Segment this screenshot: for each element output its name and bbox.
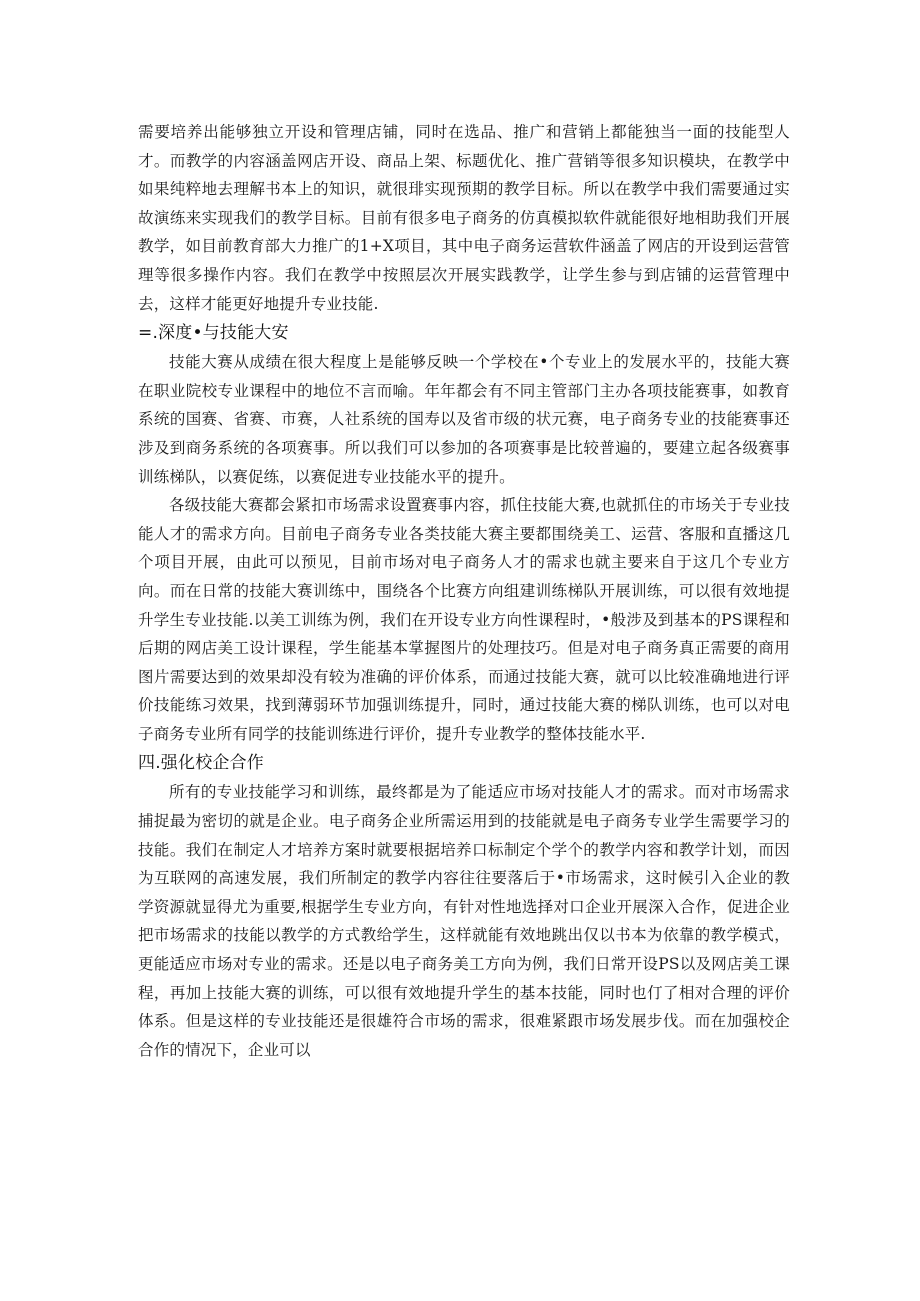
section-3-paragraph-2: 各级技能大赛都会紧扣市场需求设置赛事内容，抓住技能大赛,也就抓住的市场关于专业技能人才的需求方向。目前电子商务专业各类技能大赛主要都围绕美工、运营、客服和直播这几个项目开展，由此可以预见，目前市场对电子商务人才的需求也就主要来自于这几个专业方向。而在日常的技能大赛训练中，围绕各个比赛方向组建训练梯队开展训练，可以很有效地提升学生专业技能.以美工训练为例，我们在开设专业方向性课程时，•般涉及到基本的PS课程和后期的网店美工设计课程，学生能基本掌握图片的处理技巧。但是对电子商务真正需要的商用图片需要达到的效果却没有较为准确的评价体系，而通过技能大赛，就可以比较准确地进行评价技能练习效果，找到薄弱环节加强训练提升，同时，通过技能大赛的梯队训练，也可以对电子商务专业所有同学的技能训练进行评价，提升专业教学的整体技能水平.: [138, 496, 790, 743]
section-3-heading: =.深度•与技能大安: [138, 323, 289, 344]
section-3-paragraph-1: 技能大赛从成绩在很大程度上是能够反映一个学校在•个专业上的发展水平的，技能大赛在职业院校专业课程中的地位不言而喻。年年都会有不同主管部门主办各项技能赛事，如教育系统的国赛、省赛、市赛，人社系统的国寿以及省市级的状元赛，电子商务专业的技能赛事还涉及到商务系统的各项赛事。所以我们可以参加的各项赛事是比较普遍的，要建立起各级赛事训练梯队，以赛促练，以赛促进专业技能水平的提升。: [138, 353, 790, 486]
document-body: [138, 118, 790, 1064]
section-4-paragraph-1: 所有的专业技能学习和训练，最终都是为了能适应市场对技能人才的需求。而对市场需求捕捉最为密切的就是企业。电子商务企业所需运用到的技能就是电子商务专业学生需要学习的技能。我们在制定人才培养方案时就要根据培养口标制定个学个的教学内容和教学计划，而因为互联网的高速发展，我们所制定的教学内容往往要落后于•市场需求，这时候引入企业的教学资源就显得尤为重要,根据学生专业方向，有针对性地选择对口企业开展深入合作，促进企业把市场需求的技能以教学的方式教给学生，这样就能有效地跳出仅以书本为依靠的教学模式，更能适应市场对专业的需求。还是以电子商务美工方向为例，我们日常开设PS以及网店美工课程，再加上技能大赛的训练，可以很有效地提升学生的基本技能，同时也仃了相对合理的评价体系。但是这样的专业技能还是很雄符合市场的需求，很难紧跟市场发展步伐。而在加强校企合作的情况下，企业可以: [138, 783, 790, 1059]
section-4-heading: 四.强化校企合作: [138, 753, 265, 774]
intro-paragraph: 需要培养出能够独立开设和管理店铺，同时在选品、推广和营销上都能独当一面的技能型人才。而教学的内容涵盖网店开设、商品上架、标题优化、推广营销等很多知识模块，在教学中如果纯粹地去理解书本上的知识，就很琲实现预期的教学目标。所以在教学中我们需要通过实故演练来实现我们的教学目标。目前有很多电子商务的仿真模拟软件就能很好地相助我们开展教学，如目前教育部大力推广的1+X项目，其中电子商务运营软件涵盖了网店的开设到运营管理等很多操作内容。我们在教学中按照层次开展实践教学，让学生参与到店铺的运营管理中去，这样才能更好地提升专业技能.: [138, 123, 790, 313]
